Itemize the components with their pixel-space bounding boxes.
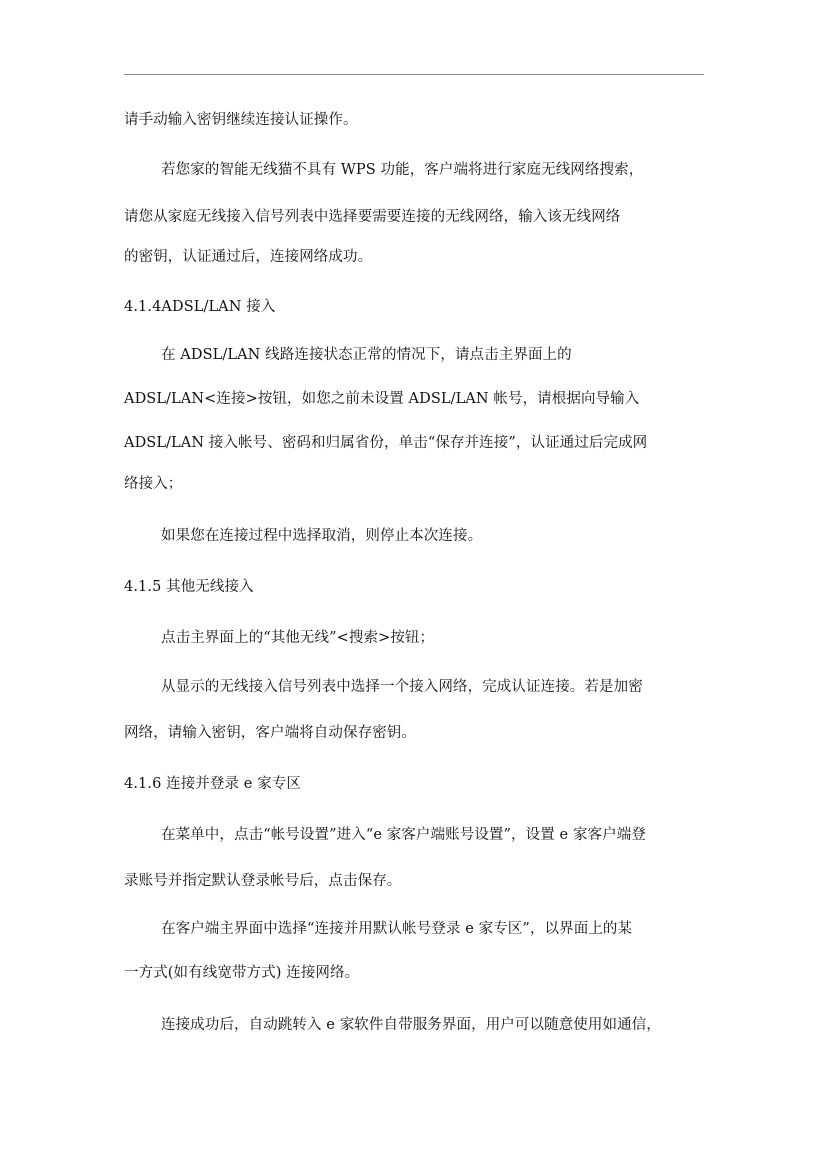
paragraph-line: 从显示的无线接入信号列表中选择一个接入网络，完成认证连接。若是加密	[161, 679, 643, 695]
header-rule	[124, 74, 704, 75]
paragraph-line: 在菜单中，点击“帐号设置”进入“e 家客户端账号设置”，设置 e 家客户端登	[161, 827, 646, 843]
paragraph-line: ADSL/LAN 接入帐号、密码和归属省份，单击“保存并连接”，认证通过后完成网	[124, 435, 648, 451]
paragraph-line: 请手动输入密钥继续连接认证操作。	[124, 112, 358, 128]
paragraph-line: 请您从家庭无线接入信号列表中选择要需要连接的无线网络，输入该无线网络	[124, 209, 621, 225]
paragraph-line: 在 ADSL/LAN 线路连接状态正常的情况下，请点击主界面上的	[161, 347, 572, 363]
paragraph-line: 的密钥，认证通过后，连接网络成功。	[124, 249, 373, 265]
paragraph-line: 网络，请输入密钥，客户端将自动保存密钥。	[124, 725, 416, 741]
paragraph-line: 点击主界面上的“其他无线”<搜索>按钮；	[161, 630, 435, 646]
paragraph-line: 若您家的智能无线猫不具有 WPS 功能，客户端将进行家庭无线网络搜索，	[161, 162, 644, 178]
paragraph-line: 录账号并指定默认登录帐号后，点击保存。	[124, 873, 402, 889]
paragraph-line: 如果您在连接过程中选择取消，则停止本次连接。	[161, 528, 483, 544]
paragraph-line: 络接入；	[124, 476, 183, 492]
paragraph-line: 在客户端主界面中选择“连接并用默认帐号登录 e 家专区”，以界面上的某	[161, 921, 633, 937]
section-heading: 4.1.6 连接并登录 e 家专区	[124, 776, 302, 792]
section-heading: 4.1.4ADSL/LAN 接入	[124, 299, 276, 315]
paragraph-line: 连接成功后，自动跳转入 e 家软件自带服务界面，用户可以随意使用如通信，	[161, 1017, 661, 1033]
section-heading: 4.1.5 其他无线接入	[124, 579, 254, 595]
paragraph-line: ADSL/LAN<连接>按钮，如您之前未设置 ADSL/LAN 帐号，请根据向导输入	[124, 391, 640, 407]
paragraph-line: 一方式(如有线宽带方式) 连接网络。	[124, 965, 360, 981]
